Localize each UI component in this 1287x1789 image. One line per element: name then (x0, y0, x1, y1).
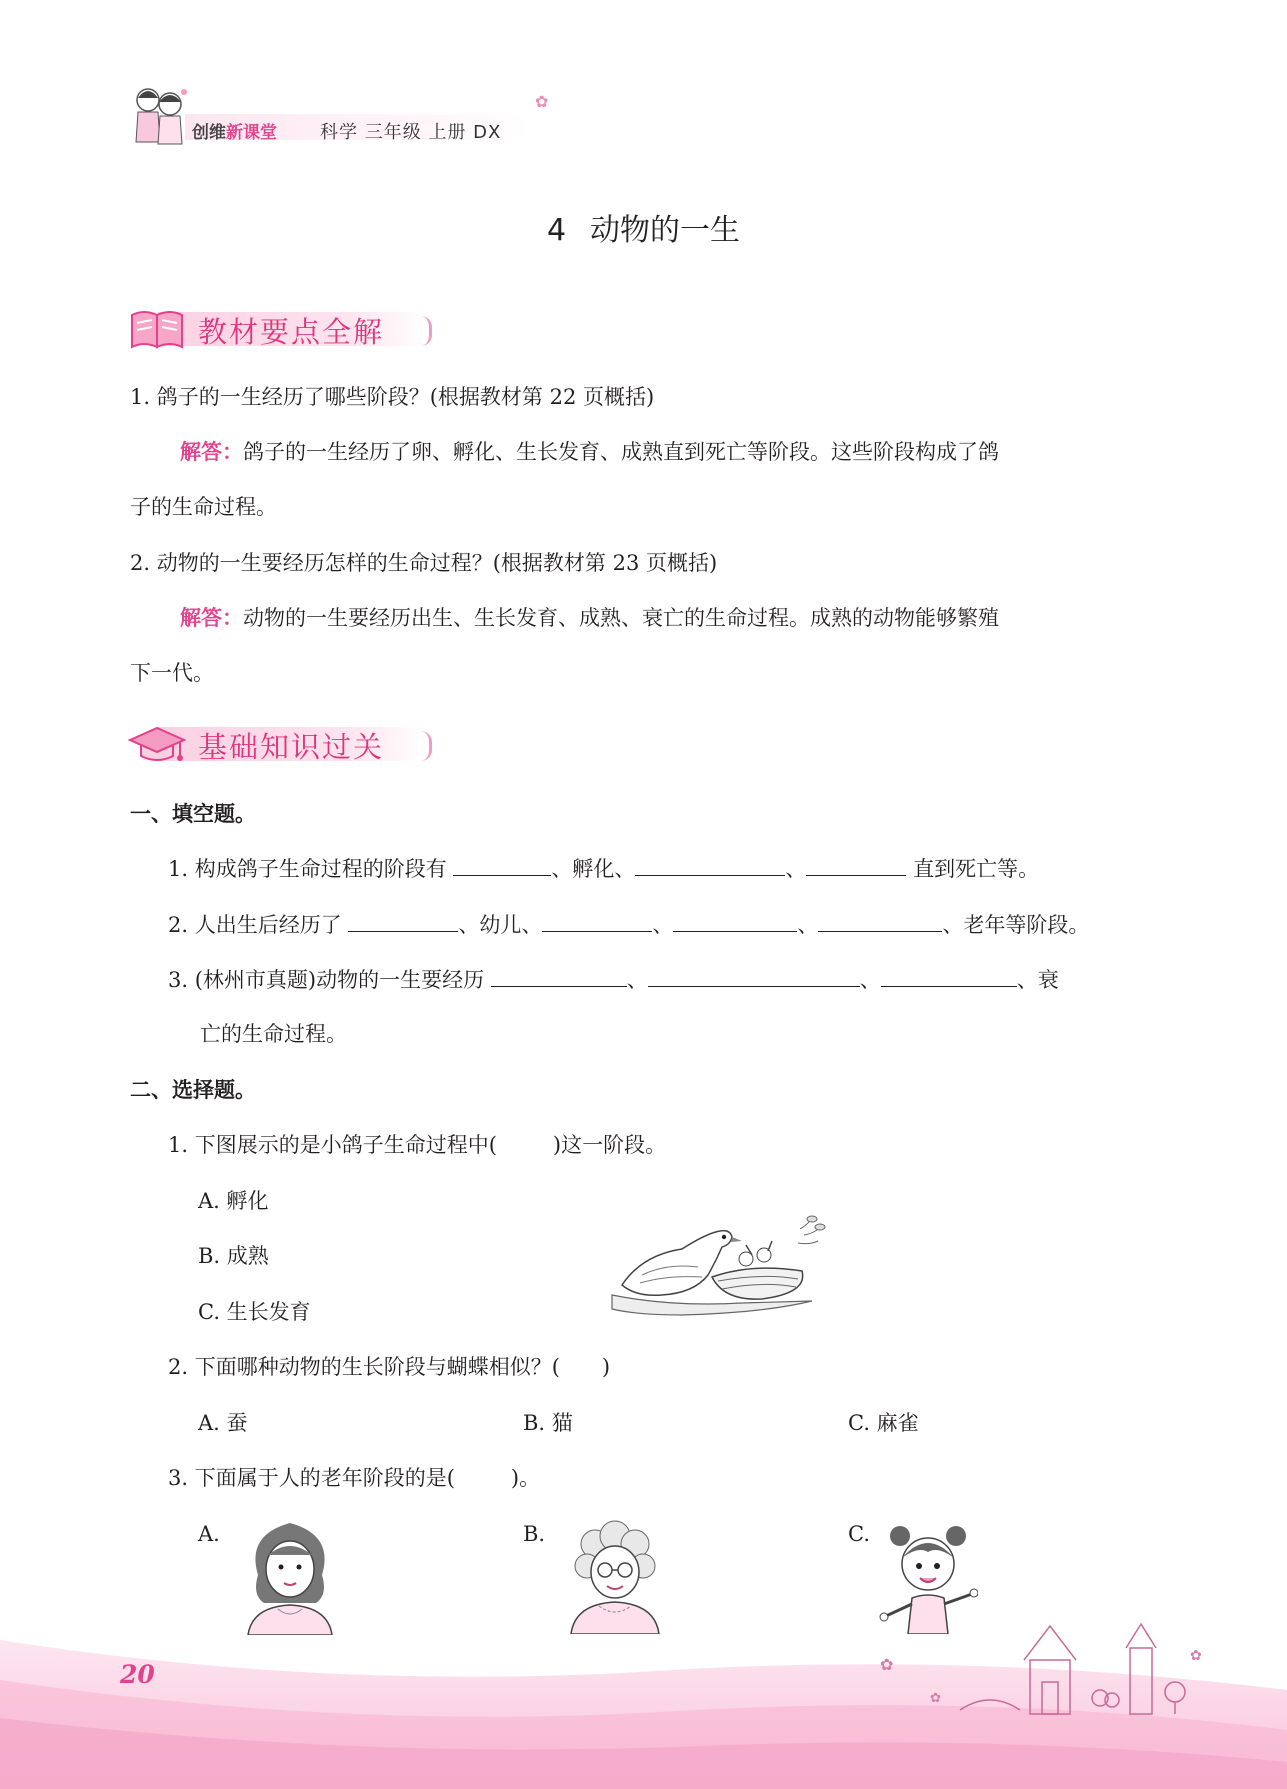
pigeon-feeding-chicks-illustration (612, 1215, 824, 1320)
option-c[interactable]: C. (848, 1522, 870, 1546)
brand-name: 创维新课堂 (192, 123, 277, 143)
section-title: 教材要点全解 (198, 315, 385, 349)
choice-question-3: 3. 下面属于人的老年阶段的是( )。 (168, 1466, 541, 1490)
question-1: 1. 鸽子的一生经历了哪些阶段？(根据教材第 22 页概括) (130, 385, 655, 409)
option-b[interactable]: B. (523, 1522, 546, 1546)
woman-portrait-illustration (240, 1515, 340, 1635)
option-b[interactable]: B. 猫 (523, 1411, 573, 1435)
fill-question-3: 3. (林州市真题)动物的一生要经历 、 、 、衰 (168, 964, 1059, 995)
option-c[interactable]: C. 生长发育 (198, 1300, 311, 1324)
section-title: 基础知识过关 (198, 730, 385, 764)
answer-blank[interactable] (491, 964, 627, 987)
lesson-number: 4 (546, 213, 567, 248)
section-header-textbook (128, 303, 428, 353)
flower-icon: ✿ (535, 92, 549, 111)
answer-2-line2: 下一代。 (130, 661, 214, 685)
option-a[interactable]: A. 蚕 (198, 1411, 248, 1435)
answer-2-line1: 解答：动物的一生要经历出生、生长发育、成熟、衰亡的生命过程。成熟的动物能够繁殖 (180, 606, 999, 630)
question-2: 2. 动物的一生要经历怎样的生命过程？(根据教材第 23 页概括) (130, 551, 718, 575)
answer-blank[interactable] (881, 964, 1017, 987)
choice-question-2: 2. 下面哪种动物的生长阶段与蝴蝶相似？( ) (168, 1355, 611, 1379)
answer-blank[interactable] (635, 853, 785, 876)
graduation-cap-icon (128, 722, 186, 766)
fill-question-1: 1. 构成鸽子生命过程的阶段有 、孵化、 、 直到死亡等。 (168, 853, 1039, 884)
choice-heading: 二、选择题。 (130, 1078, 256, 1102)
page-header (130, 82, 550, 152)
answer-1-line1: 解答：鸽子的一生经历了卵、孵化、生长发育、成熟直到死亡等阶段。这些阶段构成了鸽 (180, 440, 999, 464)
page-number: 20 (120, 1660, 155, 1689)
option-c[interactable]: C. 麻雀 (848, 1411, 919, 1435)
fill-question-2: 2. 人出生后经历了 、幼儿、 、 、 、老年等阶段。 (168, 909, 1089, 940)
option-a[interactable]: A. (198, 1522, 220, 1546)
answer-blank[interactable] (453, 853, 551, 876)
svg-text:✿: ✿ (880, 1655, 894, 1674)
answer-blank[interactable] (673, 909, 797, 932)
answer-blank[interactable] (648, 964, 860, 987)
svg-text:✿: ✿ (930, 1691, 941, 1706)
fill-question-3-line2: 亡的生命过程。 (200, 1022, 347, 1046)
answer-blank[interactable] (348, 909, 458, 932)
section-header-basics (128, 718, 428, 768)
fill-blank-heading: 一、填空题。 (130, 802, 256, 826)
footer-decoration (0, 1620, 1287, 1789)
lesson-title: 动物的一生 (590, 213, 741, 248)
answer-blank[interactable] (542, 909, 652, 932)
answer-1-line2: 子的生命过程。 (130, 495, 277, 519)
answer-blank[interactable] (818, 909, 942, 932)
choice-question-1: 1. 下图展示的是小鸽子生命过程中( )这一阶段。 (168, 1133, 667, 1157)
open-book-icon (128, 307, 186, 351)
page-title (0, 205, 1287, 249)
svg-text:✿: ✿ (1190, 1648, 1202, 1664)
subject-info: 科学 三年级 上册 DX (320, 122, 502, 143)
girl-portrait-illustration (878, 1518, 978, 1634)
option-a[interactable]: A. 孵化 (198, 1189, 269, 1213)
answer-blank[interactable] (806, 853, 906, 876)
option-b[interactable]: B. 成熟 (198, 1244, 269, 1268)
grandma-portrait-illustration (565, 1518, 665, 1634)
